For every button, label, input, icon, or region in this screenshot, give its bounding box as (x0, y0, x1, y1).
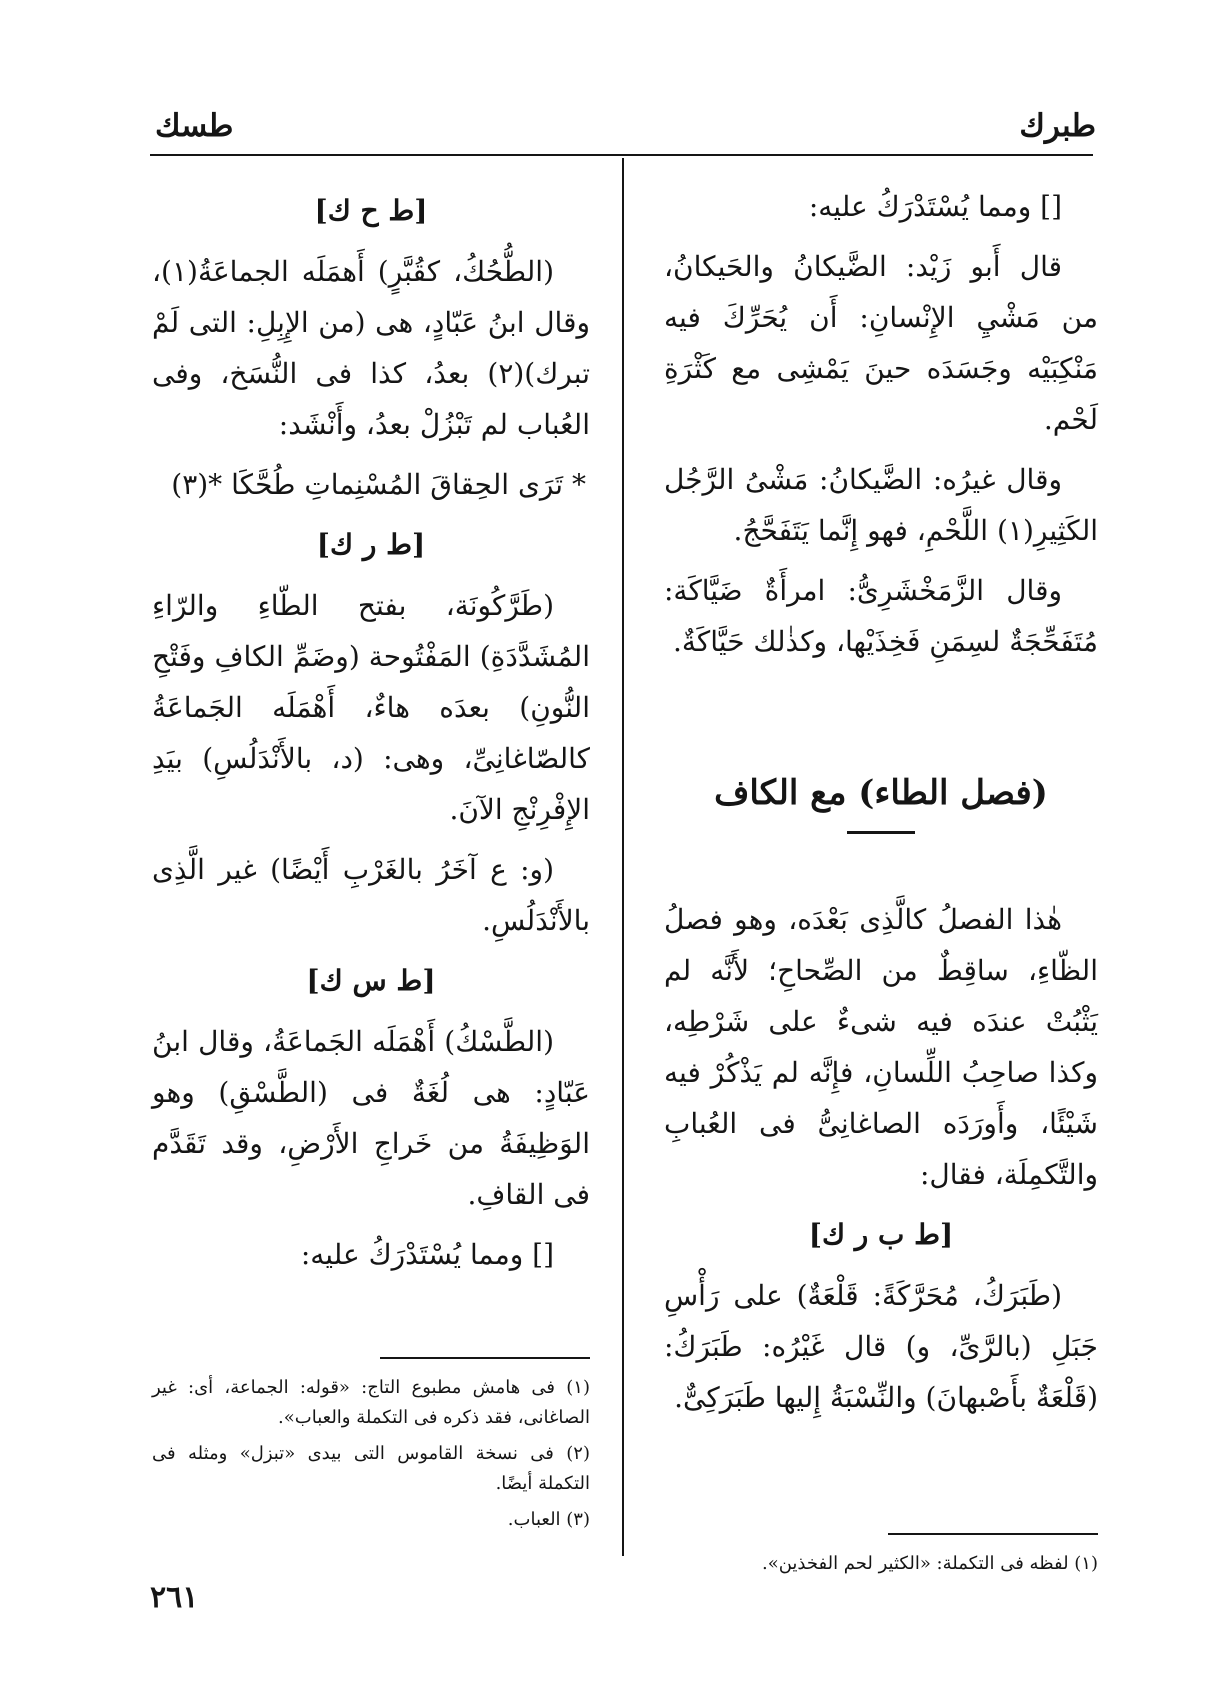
paragraph: (طَرَّكُونَة، بفتح الطّاءِ والرّاءِ المُشَدَّدَةِ) المَفْتُوحة (وضَمِّ الكافِ وفَتْحِ النُّونِ) بعدَه هاءٌ، أَهْمَلَه الجَماعَةُ كالصّاغانِىِّ، وهى: (د، بالأَنْدَلُسِ) بيَدِ الإِفْرِنْجِ الآنَ. (152, 589, 590, 826)
paragraph: قال أَبو زَيْد: الضَّيكانُ والحَيكانُ، من مَشْيِ الإِنْسانِ: أَن يُحَرِّكَ فيه مَنْكِبَيْه وجَسَدَه حينَ يَمْشِى مع كَثْرَةِ لَحْم. (664, 250, 1098, 436)
footnote: (٢) فى نسخة القاموس التى بيدى «تبزل» ومثله فى التكملة أيضًا. (152, 1443, 590, 1494)
paragraph: (طَبَرَكُ، مُحَرَّكَةً: قَلْعَةٌ) على رَأْسِ جَبَلِ (بالرَّىِّ، و) قال غَيْرُه: طَبَرَكُ: (قَلْعَةٌ بأَصْبهانَ) والنِّسْبَةُ إِليها طَبَرَكِىٌّ. (664, 1279, 1098, 1414)
running-head-left: طسك (155, 108, 234, 144)
verse-line: * تَرَى الحِقاقَ المُسْنِماتِ طُحَّكَا *(٣) (171, 468, 586, 501)
paragraph: (و: ع آخَرُ بالغَرْبِ أَيْضًا) غير الَّذِى بالأَنْدَلُسِ. (152, 853, 590, 937)
footnote: (١) فى هامش مطبوع التاج: «قوله: الجماعة، أى: غير الصاغانى، فقد ذكره فى التكملة والعباب». (152, 1377, 590, 1428)
left-column (152, 181, 590, 1289)
footnote-rule (380, 1357, 590, 1359)
footnote: (٣) العباب. (507, 1509, 590, 1530)
running-head-right: طبرك (1019, 108, 1096, 144)
paragraph: (الطُّحُكُ، كقُبَّرٍ) أَهمَلَه الجماعَةُ(١)، وقال ابنُ عَبّادٍ، هى (من الإِبِلِ: التى لَمْ تبرك)(٢) بعدُ، كذا فى النُّسَخ، وفى العُباب لم تَبْزُلْ بعدُ، وأَنْشَد: (152, 255, 590, 441)
entry-heading: [ط ب ر ك] (808, 1218, 954, 1251)
paragraph: وقال غيرُه: الضَّيكانُ: مَشْىُ الرَّجُل الكَثِيرِ(١) اللَّحْمِ، فهو إِنَّما يَتَفَحَّجُ. (664, 463, 1098, 547)
paragraph: (الطَّسْكُ) أَهْمَلَه الجَماعَةُ، وقال ابنُ عَبّادٍ: هى لُغَةٌ فى (الطَّسْقِ) وهو الوَظِيفَةُ من خَراجِ الأَرْضِ، وقد تَقَدَّم فى القافِ. (152, 1025, 590, 1211)
header-rule (150, 154, 1093, 156)
supplement-note: [] ومما يُسْتَدْرَكُ عليه: (808, 190, 1062, 223)
paragraph: وقال الزَّمَخْشَرِىُّ: امرأَةٌ ضَيَّاكَة: مُتَفَحِّجَةٌ لسِمَنِ فَخِذَيْها، وكذٰلك حَيَّاكَةٌ. (664, 574, 1098, 658)
section-title-rule (847, 831, 915, 834)
right-column (664, 181, 1098, 1432)
footnote: (١) لفظه فى التكملة: «الكثير لحم الفخذين». (761, 1553, 1098, 1574)
column-divider (622, 158, 624, 1556)
page-number: ٢٦١ (150, 1580, 199, 1615)
footnotes-right (664, 1533, 1098, 1585)
entry-heading: [ط س ك] (306, 964, 436, 997)
paragraph: هٰذا الفصلُ كالَّذِى بَعْدَه، وهو فصلُ الظّاءِ، ساقِطٌ من الصِّحاحِ؛ لأَنَّه لم يَثْبُتْ عندَه فيه شىءٌ على شَرْطِه، وكذا صاحِبُ اللِّسانِ، فإِنَّه لم يَذْكُرْ فيه شَيْئًا، وأَورَدَه الصاغانِىُّ فى العُبابِ والتَّكمِلَة، فقال: (664, 903, 1098, 1191)
entry-heading: [ط ر ك] (316, 528, 426, 561)
entry-heading: [ط ح ك] (314, 194, 428, 227)
section-title: (فصل الطاء) مع الكاف (714, 773, 1048, 813)
footnote-rule (888, 1533, 1098, 1535)
supplement-note: [] ومما يُسْتَدْرَكُ عليه: (300, 1238, 554, 1271)
footnotes-left (152, 1357, 590, 1541)
